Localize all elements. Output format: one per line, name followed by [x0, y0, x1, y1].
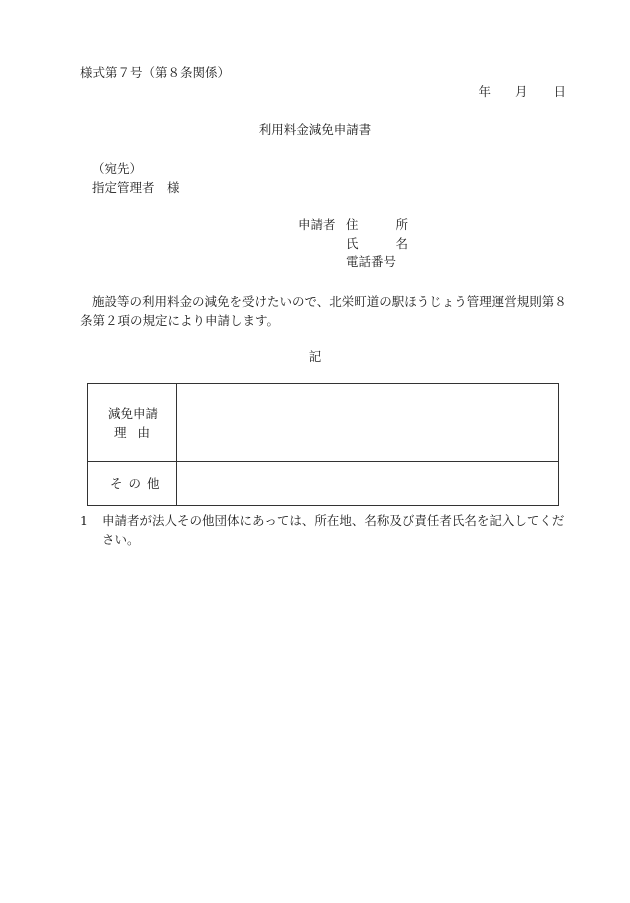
- other-input-cell[interactable]: [177, 462, 558, 505]
- reason-header-cell: [88, 384, 177, 461]
- address-char-1: 住: [346, 217, 359, 232]
- name-char-2: 名: [395, 236, 408, 251]
- addressee-label: （宛先）: [92, 161, 143, 176]
- other-label: その他: [110, 476, 166, 491]
- reason-label-line1: 減免申請: [108, 406, 159, 421]
- name-char-1: 氏: [346, 236, 359, 251]
- addressee-name: 指定管理者 様: [92, 180, 180, 195]
- footnote-text: 申請者が法人その他団体にあっては、所在地、名称及び責任者氏名を記入してください。: [102, 513, 565, 547]
- applicant-label: 申請者: [298, 217, 336, 232]
- application-table: [87, 383, 559, 506]
- address-char-2: 所: [395, 217, 408, 232]
- date-row: [478, 84, 566, 100]
- reason-char-1: 理: [114, 425, 127, 440]
- other-header-cell: [88, 462, 177, 505]
- ki-heading: 記: [308, 349, 322, 364]
- reason-label-line2: [114, 425, 150, 441]
- address-field-label: [346, 217, 408, 233]
- date-month-label: 月: [514, 84, 528, 99]
- date-day-label: 日: [553, 84, 566, 99]
- table-row-reason: [88, 384, 558, 462]
- document-title: 利用料金減免申請書: [258, 122, 372, 137]
- form-number: 様式第７号（第８条関係）: [80, 65, 231, 80]
- table-row-other: [88, 462, 558, 505]
- name-field-label: [346, 236, 408, 252]
- reason-input-cell[interactable]: [177, 384, 558, 461]
- footnote: [80, 511, 572, 549]
- footnote-number: 1: [80, 513, 88, 528]
- date-year-label: 年: [478, 84, 491, 99]
- reason-char-2: 由: [137, 425, 150, 440]
- application-statement: 施設等の利用料金の減免を受けたいので、北栄町道の駅ほうじょう管理運営規則第８条第２項の規定により申請します。: [80, 294, 567, 328]
- phone-field-label: 電話番号: [346, 254, 397, 269]
